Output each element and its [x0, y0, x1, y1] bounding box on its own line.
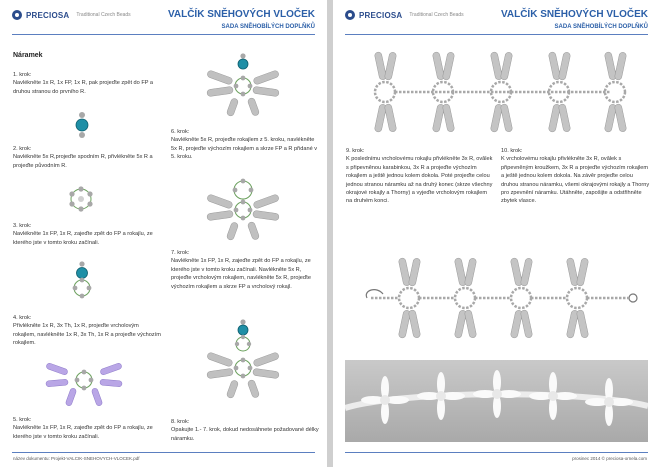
step-label: 7. krok:	[171, 250, 190, 256]
step-6	[171, 128, 321, 162]
step-text: Přivlékněte 1x R, 3x Th, 1x R, projeďte vrcholovým rokajlem, navlékněte 1x R, 3x Th, 1x R a projeďte výchozím rokajlem.	[13, 323, 161, 347]
thorn	[384, 52, 397, 81]
thorn	[226, 98, 239, 117]
bracelet-photo-render	[345, 360, 648, 442]
thorn	[253, 194, 280, 209]
bead-ring	[511, 288, 531, 308]
header-divider	[12, 34, 315, 35]
bead-rokajl	[241, 374, 246, 379]
brand-name: PRECIOSA	[26, 10, 70, 20]
clasp-loop	[366, 290, 383, 298]
bead-rokajl	[73, 286, 78, 291]
bead-rokajl	[241, 335, 245, 339]
bracelet-unit	[454, 257, 477, 338]
thorn	[464, 258, 477, 287]
thorn	[442, 103, 455, 132]
step-text: K vrcholovému rokajlu přivlékněte 3x R, ovălek s připevněným kroužkem, 3x R a projeďte výchozím rokajlem a ještě jednou kolem dokola. Na závěr projeďte celou druhou stranou náramku, všemi okrajovými rokajly a Thorny pro zpevnění náramku. Utáhněte, zapošijte a odstřihněte zbytek vlasce.	[501, 156, 650, 205]
preciosa-logo-icon	[345, 10, 355, 20]
bead-rokajl	[241, 358, 246, 363]
bead-center	[78, 196, 84, 202]
bead-rokajl	[78, 206, 83, 211]
thorn	[226, 380, 239, 399]
flower-unit	[473, 370, 521, 418]
bracelet-diagram-bottom	[361, 256, 639, 342]
thorn	[226, 222, 239, 241]
step-text: K poslednímu vrcholovému rokajlu přivlékněte 3x R, ovălek s připevněnou karabinkou, 3x R a projeďte výchozím rokajlem a ještě jednou kolem dokola. Poté projeďte celou jednou stranou náramku až na druhý konec (skrze všechny okrajové rokajly a Thorny) a vyjeďte vrcholovým rokajlem na druhém konci.	[346, 156, 493, 205]
thorn	[207, 368, 234, 379]
bead-rokajl	[87, 286, 92, 291]
step-text: Navlékněte 1x R, 1x FP, 1x R, pak projeďte zpět do FP a druhou stranou do prvního R.	[13, 80, 154, 95]
thorn	[100, 379, 122, 387]
footer-date: prosinec 2014 © preciosa-ornela.com	[572, 456, 647, 461]
bead-rokajl	[241, 76, 246, 81]
diagram-step-2	[66, 185, 96, 213]
step-3	[13, 222, 163, 247]
bead-rokajl	[89, 378, 94, 383]
bead-rokajl	[79, 112, 85, 118]
thorn	[247, 97, 260, 116]
preciosa-logo-icon	[12, 10, 22, 20]
step-text: Navlékněte 5x R,projeďte spodním R, přivlékněte 5x R a projeďte původním R.	[13, 154, 153, 169]
flower-unit	[417, 372, 465, 420]
thorn	[442, 52, 455, 81]
section-title: Náramek	[13, 52, 43, 59]
step-4	[13, 314, 163, 348]
step-label: 2. krok:	[13, 146, 32, 152]
step-text: Opakujte 1.- 7. krok, dokud nedosáhnete požadované délky náramku.	[171, 427, 319, 442]
document-title: VALČÍK SNĚHOVÝCH VLOČEK	[167, 9, 315, 20]
bead-rokajl	[241, 200, 246, 205]
thorn	[500, 103, 513, 132]
thorn	[576, 258, 589, 287]
thorn	[247, 221, 260, 240]
bead-rokajl	[87, 201, 92, 206]
thorn	[206, 194, 233, 209]
thorn	[576, 309, 589, 338]
thorn	[46, 362, 69, 375]
thorn	[253, 210, 280, 221]
thorn	[614, 103, 627, 132]
bead-rokajl	[234, 84, 239, 89]
thorn	[100, 362, 123, 375]
bracelet-diagram-top	[371, 50, 629, 136]
thorn	[408, 258, 421, 287]
bead-rokajl	[69, 191, 74, 196]
thorn	[253, 352, 280, 367]
thorn	[207, 210, 234, 221]
bead-fp	[76, 119, 88, 131]
flower-unit	[361, 376, 409, 424]
bracelet-unit	[398, 257, 421, 338]
bead-rokajl	[75, 378, 80, 383]
bracelet-unit	[510, 257, 533, 338]
bead-ring	[375, 82, 395, 102]
right-page	[333, 0, 660, 467]
clasp-ring	[629, 294, 637, 302]
step-10	[501, 147, 651, 206]
bead-rokajl	[234, 208, 239, 213]
thorn-group	[46, 362, 123, 406]
diagram-step-3	[68, 260, 96, 300]
bead-rokajl	[69, 201, 74, 206]
bracelet-unit	[566, 257, 589, 338]
bead-rokajl	[235, 342, 239, 346]
left-page	[0, 0, 327, 467]
document-subtitle: SADA SNĚHOBÍLÝCH DOPLŇKŮ	[554, 24, 648, 30]
bead-rokajl	[240, 53, 245, 58]
bead-fp	[77, 268, 88, 279]
thorn	[253, 70, 280, 85]
thorn	[206, 70, 233, 85]
step-label: 4. krok:	[13, 315, 32, 321]
footer-divider	[12, 452, 315, 453]
bead-ring	[399, 288, 419, 308]
step-1	[13, 71, 163, 96]
diagram-step-5	[203, 52, 283, 118]
brand-logo	[345, 10, 464, 20]
diagram-step-6	[203, 178, 283, 244]
thorn	[207, 86, 234, 97]
bead-rokajl	[79, 132, 85, 138]
step-text: Navlékněte 1x FP, 1x R, zajeďte zpět do FP a rokajlu, ze kterého jste v tomto kroku začínali.	[13, 231, 153, 246]
flower-unit	[529, 372, 577, 420]
step-9	[346, 147, 494, 206]
step-2	[13, 145, 163, 170]
bead-rokajl	[248, 366, 253, 371]
diagram-step-1	[70, 111, 94, 139]
step-5	[13, 416, 163, 441]
diagram-step-7	[203, 318, 283, 410]
thorn	[614, 52, 627, 81]
thorn	[253, 368, 280, 379]
step-label: 3. krok:	[13, 223, 32, 229]
step-label: 10. krok:	[501, 148, 523, 154]
brand-tagline: Traditional Czech Beads	[409, 12, 464, 18]
bead-rokajl	[78, 186, 83, 191]
step-text: Navlékněte 1x FP, 1x R, zajeďte zpět do FP a rokajlu, ze kterého jste v tomto kroku začínali.	[13, 425, 153, 440]
bead-rokajl	[87, 191, 92, 196]
bead-rokajl	[241, 179, 246, 184]
thorn	[558, 52, 571, 81]
footer-filename: název dokumentu: Projekt-VALCIK-SNEHOVYCH-VLOCEK.pdf	[13, 456, 140, 461]
brand-tagline: Traditional Czech Beads	[76, 12, 131, 18]
thorn	[91, 388, 103, 407]
thorn	[408, 309, 421, 338]
thorn	[206, 352, 233, 367]
thorn	[500, 52, 513, 81]
thorn	[520, 309, 533, 338]
bead-rokajl	[241, 216, 246, 221]
bracelet-unit	[374, 51, 397, 132]
step-label: 6. krok:	[171, 129, 190, 135]
bead-rokajl	[79, 261, 84, 266]
bead-rokajl	[247, 342, 251, 346]
bead-ring	[567, 288, 587, 308]
thorn	[520, 258, 533, 287]
bead-rokajl	[240, 319, 245, 324]
thorn	[253, 86, 280, 97]
thorn	[46, 379, 68, 387]
step-text: Navlékněte 1x FP, 1x R, zajeďte zpět do FP a rokajlu, ze kterého jste v tomto kroku začínali. Navlékněte 5x R, projeďte vrcholovým rokajlem, navlékněte 5x R, projeďte výchozím rokajlem a skrze FP a vrcholový rokajl.	[171, 258, 311, 290]
bead-rokajl	[233, 188, 238, 193]
bead-fp	[238, 59, 248, 69]
brand-name: PRECIOSA	[359, 10, 403, 20]
thorn	[65, 388, 77, 407]
step-text: Navlékněte 5x R, projeďte rokajlem z 5. kroku, navlékněte 5x R, projeďte výchozím rokajlem a skrze FP a R přidané v 5. kroku.	[171, 137, 318, 161]
flower-unit	[585, 378, 633, 426]
bead-rokajl	[241, 92, 246, 97]
bead-rokajl	[248, 84, 253, 89]
brand-logo	[12, 10, 131, 20]
header-divider	[345, 34, 648, 35]
bead-rokajl	[80, 278, 85, 283]
bead-rokajl	[82, 386, 87, 391]
bead-rokajl	[80, 294, 85, 299]
thorn	[384, 103, 397, 132]
thorn	[558, 103, 571, 132]
thorn	[247, 379, 260, 398]
bead-rokajl	[82, 370, 87, 375]
step-label: 1. krok:	[13, 72, 32, 78]
step-label: 9. krok:	[346, 148, 365, 154]
bracelet-photo	[345, 360, 648, 442]
bead-rokajl	[248, 208, 253, 213]
bead-fp	[238, 325, 248, 335]
step-7	[171, 249, 321, 291]
footer-divider	[345, 452, 648, 453]
step-label: 5. krok:	[13, 417, 32, 423]
bead-rokajl	[234, 366, 239, 371]
document-title: VALČÍK SNĚHOVÝCH VLOČEK	[500, 9, 648, 20]
bead-rokajl	[249, 188, 254, 193]
diagram-step-4	[44, 362, 124, 408]
document-subtitle: SADA SNĚHOBÍLÝCH DOPLŇKŮ	[221, 24, 315, 30]
thorn	[464, 309, 477, 338]
bead-ring	[455, 288, 475, 308]
step-label: 8. krok:	[171, 419, 190, 425]
step-8	[171, 418, 321, 443]
